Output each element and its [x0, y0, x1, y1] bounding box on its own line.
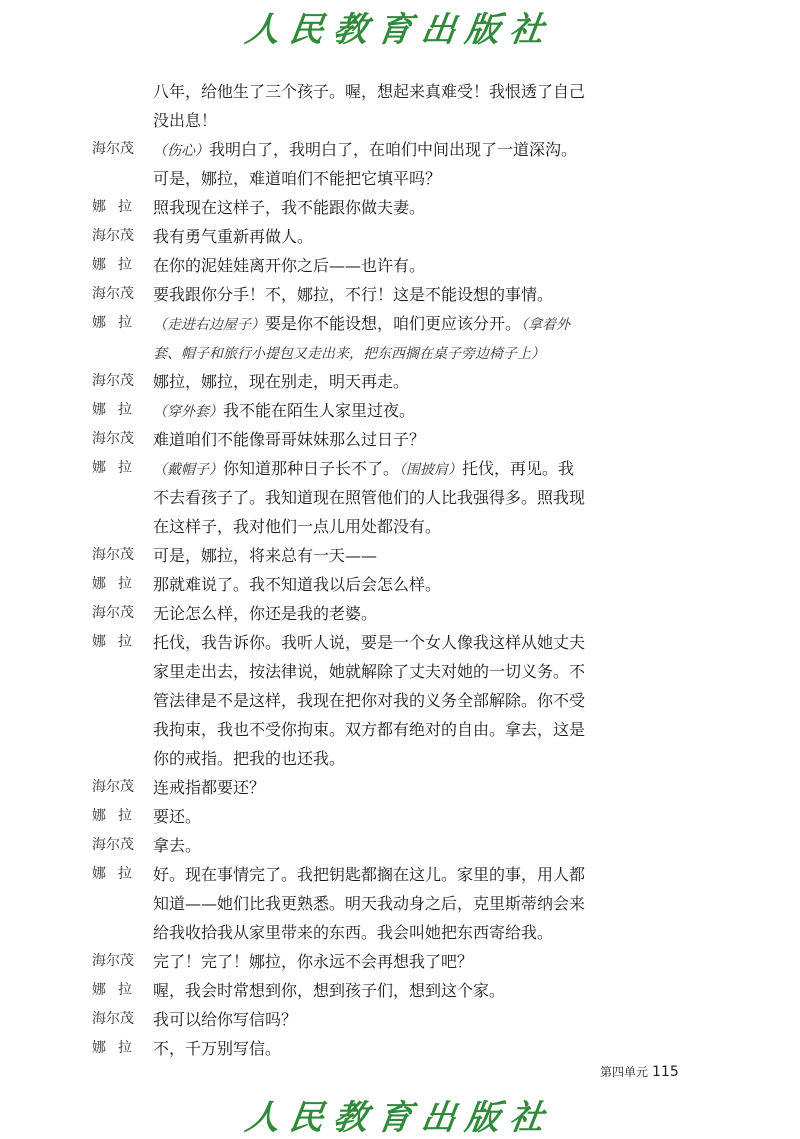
line-text	[153, 1005, 297, 1034]
spoken-text: 在这样子，我对他们一点儿用处都没有。	[153, 517, 442, 536]
line-text	[153, 657, 585, 686]
line-text	[153, 396, 415, 427]
spoken-text: 给我收拾我从家里带来的东西。我会叫她把东西寄给我。	[153, 923, 554, 942]
dialogue-line	[0, 367, 800, 396]
dialogue-line	[0, 222, 800, 251]
spoken-text: 在你的泥娃娃离开你之后——也许有。	[153, 256, 426, 275]
speaker-name: 娜拉	[92, 1040, 144, 1056]
line-text	[153, 599, 377, 628]
line-text	[153, 541, 377, 570]
line-text	[153, 860, 585, 889]
spoken-text: 可是，娜拉，难道咱们不能把它填平吗？	[153, 169, 442, 188]
page-number: 115	[652, 1064, 679, 1080]
speaker-name: 海尔茂	[92, 1011, 134, 1027]
line-text	[153, 280, 553, 309]
speaker-name: 海尔茂	[92, 431, 134, 447]
spoken-text: 八年，给他生了三个孩子。喔，想起来真难受！我恨透了自己	[153, 82, 586, 101]
line-text	[153, 889, 585, 918]
speaker-name: 海尔茂	[92, 373, 134, 389]
spoken-text: 喔，我会时常想到你，想到孩子们，想到这个家。	[153, 981, 506, 1000]
line-text	[153, 454, 574, 485]
dialogue-line	[0, 976, 800, 1005]
dialogue-line	[0, 280, 800, 309]
speaker-name: 海尔茂	[92, 286, 134, 302]
spoken-text: 无论怎么样，你还是我的老婆。	[153, 604, 378, 623]
line-text	[153, 512, 441, 541]
spoken-text: 我拘束，我也不受你拘束。双方都有绝对的自由。拿去，这是	[153, 720, 586, 739]
dialogue-line	[0, 831, 800, 860]
speaker-name: 海尔茂	[92, 547, 134, 563]
dialogue-line	[0, 338, 800, 367]
line-text	[153, 947, 473, 976]
spoken-text: 我有勇气重新再做人。	[153, 227, 314, 246]
line-text	[153, 831, 201, 860]
speaker-name: 海尔茂	[92, 141, 134, 157]
dialogue-line	[0, 454, 800, 483]
dialogue-line	[0, 1005, 800, 1034]
dialogue-line	[0, 193, 800, 222]
spoken-text: 知道——她们比我更熟悉。明天我动身之后，克里斯蒂纳会来	[153, 894, 586, 913]
dialogue-line	[0, 657, 800, 686]
dialogue-line	[0, 686, 800, 715]
page-footer	[600, 1063, 720, 1080]
dialogue-line	[0, 1034, 800, 1063]
dialogue-line	[0, 628, 800, 657]
dialogue-line	[0, 570, 800, 599]
spoken-text: 我明白了，我明白了，在咱们中间出现了一道深沟。	[209, 140, 578, 159]
spoken-text: 可是，娜拉，将来总有一天——	[153, 546, 378, 565]
line-text	[153, 570, 441, 599]
spoken-text: 拿去。	[153, 836, 202, 855]
spoken-text: 托伐，再见。我	[462, 459, 575, 478]
dialogue-line	[0, 135, 800, 164]
spoken-text: 要是你不能设想，咱们更应该分开。	[265, 314, 522, 333]
speaker-name: 娜拉	[92, 866, 144, 882]
stage-direction: 套、帽子和旅行小提包又走出来，把东西搁在桌子旁边椅子上）	[153, 346, 545, 362]
publisher-logo-top: 人民教育出版社	[242, 10, 557, 50]
speaker-name: 娜拉	[92, 315, 144, 331]
line-text	[153, 164, 441, 193]
stage-direction: （拿着外	[521, 317, 571, 333]
dialogue-line	[0, 802, 800, 831]
dialogue-line	[0, 860, 800, 889]
dialogue-line	[0, 106, 800, 135]
spoken-text: 你知道那种日子长不了。	[223, 459, 400, 478]
line-text	[153, 802, 201, 831]
line-text	[153, 77, 585, 106]
spoken-text: 娜拉，娜拉，现在别走，明天再走。	[153, 372, 410, 391]
spoken-text: 我不能在陌生人家里过夜。	[223, 401, 416, 420]
line-text	[153, 976, 505, 1005]
line-text	[153, 686, 585, 715]
line-text	[153, 338, 545, 369]
spoken-text: 照我现在这样子，我不能跟你做夫妻。	[153, 198, 426, 217]
dialogue-line	[0, 309, 800, 338]
speaker-name: 海尔茂	[92, 837, 134, 853]
spoken-text: 没出息！	[153, 111, 218, 130]
dialogue-line	[0, 483, 800, 512]
dialogue-line	[0, 425, 800, 454]
stage-direction: （穿外套）	[153, 404, 223, 420]
line-text	[153, 193, 425, 222]
speaker-name: 海尔茂	[92, 779, 134, 795]
dialogue-line	[0, 251, 800, 280]
dialogue-line	[0, 918, 800, 947]
speaker-name: 娜拉	[92, 634, 144, 650]
line-text	[153, 309, 570, 340]
line-text	[153, 106, 217, 135]
spoken-text: 你的戒指。把我的也还我。	[153, 749, 346, 768]
line-text	[153, 222, 313, 251]
line-text	[153, 251, 425, 280]
line-text	[153, 773, 265, 802]
spoken-text: 我可以给你写信吗？	[153, 1010, 298, 1029]
speaker-name: 娜拉	[92, 982, 144, 998]
speaker-name: 海尔茂	[92, 953, 134, 969]
dialogue-line	[0, 715, 800, 744]
dialogue-line	[0, 512, 800, 541]
speaker-name: 娜拉	[92, 402, 144, 418]
speaker-name: 娜拉	[92, 257, 144, 273]
stage-direction: （走进右边屋子）	[153, 317, 265, 333]
line-text	[153, 367, 409, 396]
spoken-text: 那就难说了。我不知道我以后会怎么样。	[153, 575, 442, 594]
publisher-logo-bottom: 人民教育出版社	[242, 1098, 557, 1138]
spoken-text: 要还。	[153, 807, 202, 826]
speaker-name: 娜拉	[92, 576, 144, 592]
line-text	[153, 135, 577, 166]
line-text	[153, 744, 345, 773]
speaker-name: 娜拉	[92, 460, 144, 476]
speaker-name: 海尔茂	[92, 228, 134, 244]
dialogue-line	[0, 744, 800, 773]
spoken-text: 好。现在事情完了。我把钥匙都搁在这儿。家里的事，用人都	[153, 865, 586, 884]
dialogue-line	[0, 396, 800, 425]
spoken-text: 不去看孩子了。我知道现在照管他们的人比我强得多。照我现	[153, 488, 586, 507]
spoken-text: 托伐，我告诉你。我听人说，要是一个女人像我这样从她丈夫	[153, 633, 586, 652]
speaker-name: 娜拉	[92, 199, 144, 215]
dialogue-line	[0, 599, 800, 628]
spoken-text: 完了！完了！娜拉，你永远不会再想我了吧？	[153, 952, 474, 971]
speaker-name: 海尔茂	[92, 605, 134, 621]
line-text	[153, 483, 585, 512]
unit-label: 第四单元	[600, 1065, 649, 1079]
dialogue-line	[0, 773, 800, 802]
spoken-text: 连戒指都要还？	[153, 778, 266, 797]
dialogue-line	[0, 77, 800, 106]
spoken-text: 要我跟你分手！不，娜拉，不行！这是不能设想的事情。	[153, 285, 554, 304]
stage-direction: （围披肩）	[399, 462, 463, 478]
stage-direction: （伤心）	[153, 143, 209, 159]
dialogue-line	[0, 947, 800, 976]
line-text	[153, 425, 425, 454]
line-text	[153, 1034, 281, 1063]
line-text	[153, 628, 585, 657]
line-text	[153, 715, 585, 744]
spoken-text: 家里走出去，按法律说，她就解除了丈夫对她的一切义务。不	[153, 662, 586, 681]
stage-direction: （戴帽子）	[153, 462, 223, 478]
spoken-text: 不，千万别写信。	[153, 1039, 282, 1058]
dialogue-line	[0, 541, 800, 570]
line-text	[153, 918, 553, 947]
spoken-text: 难道咱们不能像哥哥妹妹那么过日子？	[153, 430, 426, 449]
dialogue-line	[0, 889, 800, 918]
speaker-name: 娜拉	[92, 808, 144, 824]
spoken-text: 管法律是不是这样，我现在把你对我的义务全部解除。你不受	[153, 691, 586, 710]
dialogue-line	[0, 164, 800, 193]
